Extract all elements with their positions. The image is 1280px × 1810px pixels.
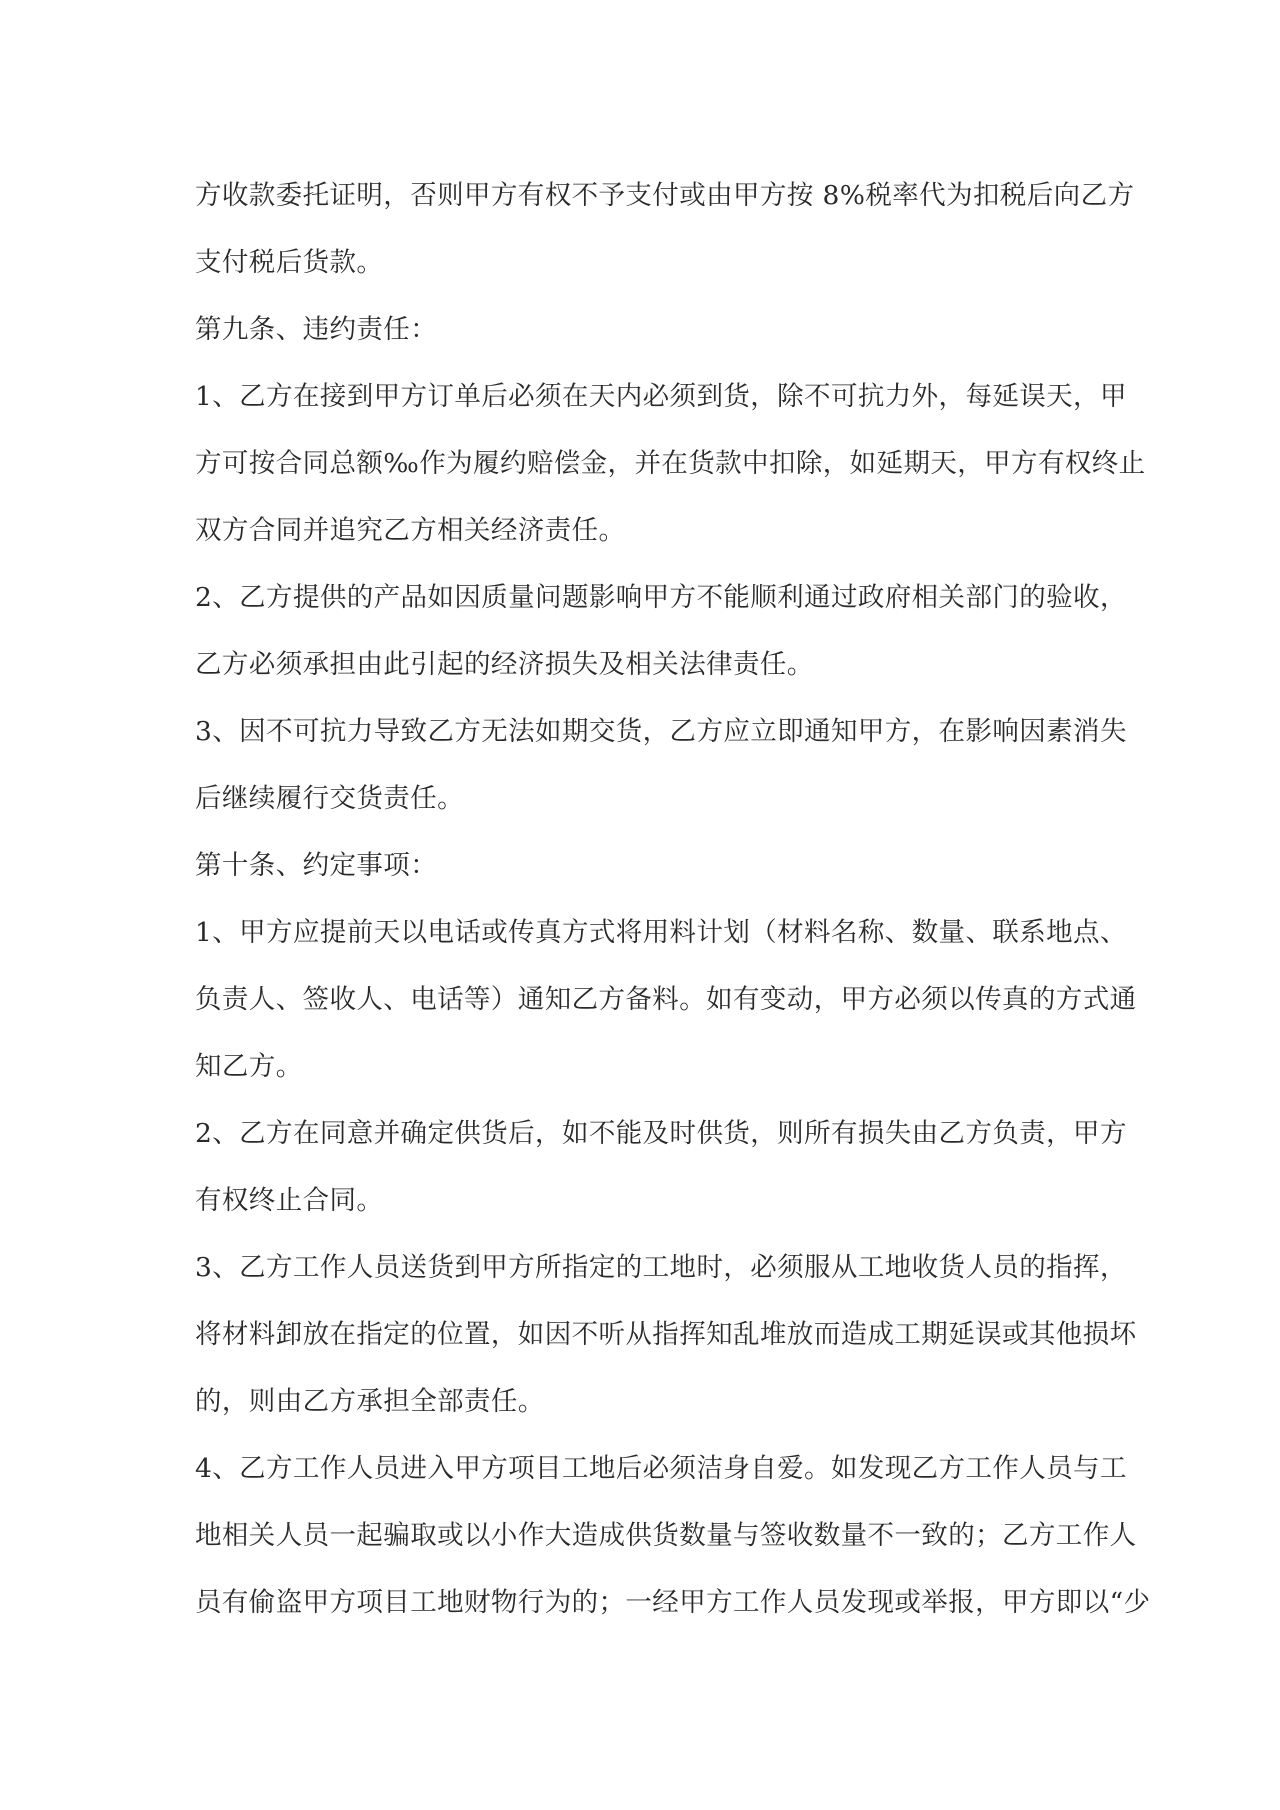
text-line: 2、乙方在同意并确定供货后，如不能及时供货，则所有损失由乙方负责，甲方 bbox=[195, 1118, 1127, 1149]
text-line: 4、乙方工作人员进入甲方项目工地后必须洁身自爱。如发现乙方工作人员与工 bbox=[195, 1453, 1127, 1484]
text-line: 的，则由乙方承担全部责任。 bbox=[195, 1386, 545, 1417]
text-line: 有权终止合同。 bbox=[195, 1185, 384, 1216]
text-line: 将材料卸放在指定的位置，如因不听从指挥知乱堆放而造成工期延误或其他损坏 bbox=[195, 1319, 1137, 1350]
text-line: 双方合同并追究乙方相关经济责任。 bbox=[195, 515, 626, 546]
text-line: 地相关人员一起骗取或以小作大造成供货数量与签收数量不一致的；乙方工作人 bbox=[195, 1520, 1137, 1551]
section-heading: 第九条、违约责任： bbox=[195, 314, 438, 345]
text-line: 3、因不可抗力导致乙方无法如期交货，乙方应立即通知甲方，在影响因素消失 bbox=[195, 716, 1127, 747]
contract-text-body bbox=[195, 162, 1151, 1636]
text-line: 乙方必须承担由此引起的经济损失及相关法律责任。 bbox=[195, 649, 814, 680]
text-line: 负责人、签收人、电话等）通知乙方备料。如有变动，甲方必须以传真的方式通 bbox=[195, 984, 1137, 1015]
section-heading: 第十条、约定事项： bbox=[195, 850, 438, 881]
text-line: 方可按合同总额‰作为履约赔偿金，并在货款中扣除，如延期天，甲方有权终止 bbox=[195, 448, 1146, 479]
text-line: 1、甲方应提前天以电话或传真方式将用料计划（材料名称、数量、联系地点、 bbox=[195, 917, 1127, 948]
text-line: 支付税后货款。 bbox=[195, 247, 384, 278]
text-line: 1、乙方在接到甲方订单后必须在天内必须到货，除不可抗力外，每延误天，甲 bbox=[195, 381, 1127, 412]
text-line: 3、乙方工作人员送货到甲方所指定的工地时，必须服从工地收货人员的指挥， bbox=[195, 1252, 1127, 1283]
text-line: 员有偷盗甲方项目工地财物行为的；一经甲方工作人员发现或举报，甲方即以“少 bbox=[195, 1587, 1151, 1618]
text-line: 后继续履行交货责任。 bbox=[195, 783, 464, 814]
text-line: 方收款委托证明，否则甲方有权不予支付或由甲方按 8%税率代为扣税后向乙方 bbox=[195, 180, 1135, 211]
text-line: 知乙方。 bbox=[195, 1051, 303, 1082]
text-line: 2、乙方提供的产品如因质量问题影响甲方不能顺利通过政府相关部门的验收， bbox=[195, 582, 1127, 613]
